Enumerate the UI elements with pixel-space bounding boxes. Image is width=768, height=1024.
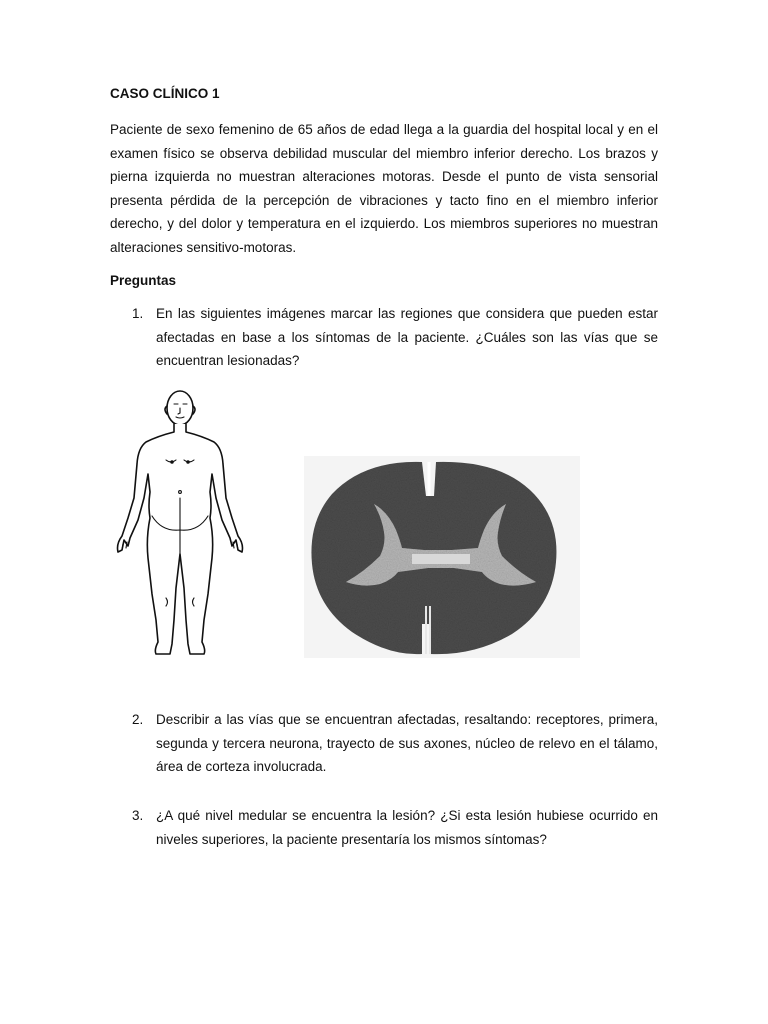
question-1	[132, 302, 658, 373]
questions-heading: Preguntas	[110, 273, 177, 288]
question-2	[132, 708, 658, 779]
question-number: 3.	[132, 808, 144, 823]
question-text: En las siguientes imágenes marcar las regiones que considera que pueden estar afectadas en base a los síntomas de la paciente. ¿Cuáles son las vías que se encuentran lesionadas?	[156, 306, 658, 369]
question-number: 2.	[132, 712, 144, 727]
spinal-cord-cross-section	[304, 456, 580, 658]
question-text: ¿A qué nivel medular se encuentra la lesión? ¿Si esta lesión hubiese ocurrido en niveles superiores, la paciente presentaría los mismos síntomas?	[156, 808, 658, 847]
case-description: Paciente de sexo femenino de 65 años de edad llega a la guardia del hospital local y en el examen físico se observa debilidad muscular del miembro inferior derecho. Los brazos y pierna izquierda no muestran alteraciones motoras. Desde el punto de vista sensorial presenta pérdida de la percepción de vibraciones y tacto fino en el miembro inferior derecho, y del dolor y temperatura en el izquierdo. Los miembros superiores no muestran alteraciones sensitivo-motoras.	[110, 122, 658, 255]
human-body-diagram	[108, 388, 254, 660]
case-title: CASO CLÍNICO 1	[110, 86, 220, 101]
question-text: Describir a las vías que se encuentran afectadas, resaltando: receptores, primera, segunda y tercera neurona, trayecto de sus axones, núcleo de relevo en el tálamo, área de corteza involucrada.	[156, 712, 658, 775]
question-number: 1.	[132, 306, 144, 321]
question-3	[132, 804, 658, 851]
